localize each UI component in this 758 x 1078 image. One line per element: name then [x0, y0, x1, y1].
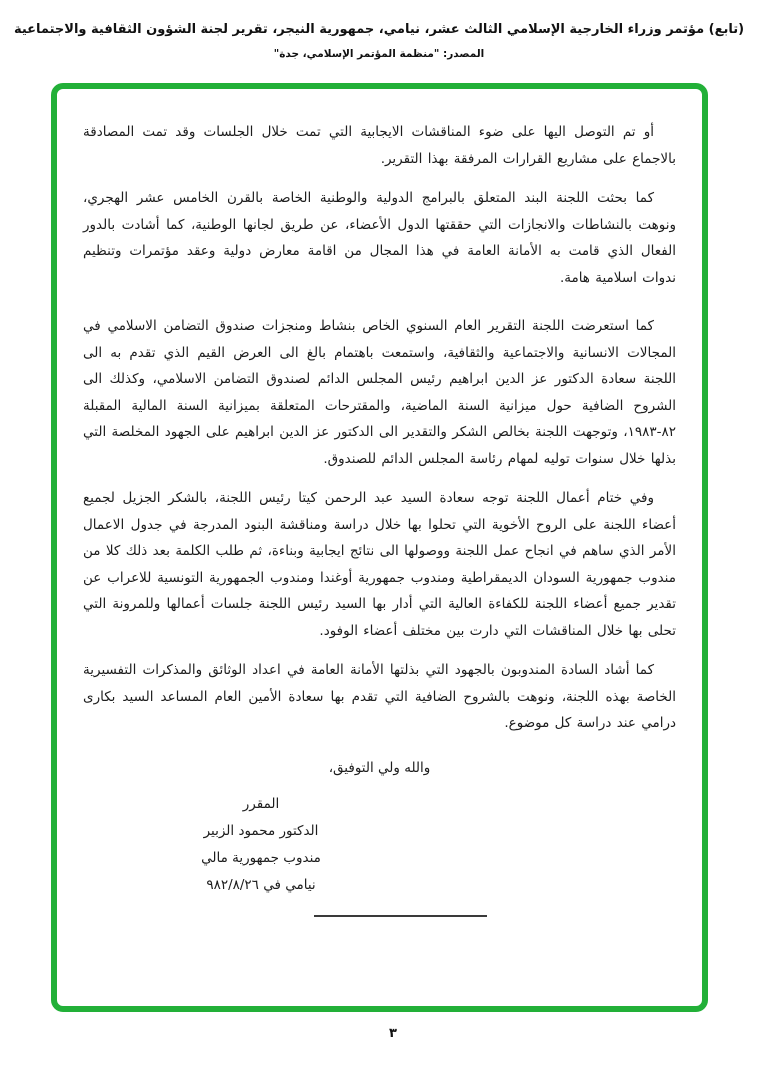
signature-block	[146, 791, 376, 899]
paragraph-1: أو تم التوصل اليها على ضوء المناقشات الايجابية التي تمت خلال الجلسات وقد تمت المصادقة بالاجماع على مشاريع القرارات المرفقة بهذا التقرير.	[83, 124, 676, 167]
closing-benediction: والله ولي التوفيق،	[328, 759, 431, 776]
paragraph-5: كما أشاد السادة المندوبون بالجهود التي بذلتها الأمانة العامة في اعداد الوثائق والمذكرات التفسيرية الخاصة بهذه اللجنة، ونوهت بالشروح الضافية التي تقدم بها سعادة الأمين العام المساعد السيد بكارى درامي عند دراسة كل موضوع.	[83, 662, 676, 731]
signature-date: نيامي في ٩٨٢/٨/٢٦	[206, 876, 316, 893]
document-source: المصدر: "منظمة المؤتمر الإسلامي، جدة"	[273, 48, 485, 60]
signature-title: مندوب جمهورية مالي	[201, 849, 321, 866]
document-header	[0, 20, 758, 61]
signature-role: المقرر	[242, 795, 280, 812]
document-title: (تابع) مؤتمر وزراء الخارجية الإسلامي الثالث عشر، نيامي، جمهورية النيجر، تقرير لجنة الشؤون الثقافية والاجتماعية	[13, 22, 745, 37]
document-body	[83, 119, 676, 737]
paragraph-3: كما استعرضت اللجنة التقرير العام السنوي الخاص بنشاط ومنجزات صندوق التضامن الاسلامي في المجالات الانسانية والاجتماعية والثقافية، واستمعت باهتمام بالغ الى العرض القيم الذي تقدم به الى اللجنة سعادة الدكتور عز الدين ابراهيم رئيس المجلس الدائم لصندوق التضامن الاسلامي، وكذلك الى الشروح الضافية حول ميزانية السنة الماضية، والمقترحات المتعلقة بميزانية السنة المالية المقبلة ٨٢-١٩٨٣، وتوجهت اللجنة بخالص الشكر والتقدير الى الدكتور عز الدين ابراهيم على الجهود المخلصة التي بذلها خلال سنوات توليه لمهام رئاسة المجلس الدائم للصندوق.	[83, 318, 676, 467]
signature-name: الدكتور محمود الزبير	[203, 822, 319, 839]
paragraph-4: وفي ختام أعمال اللجنة توجه سعادة السيد عبد الرحمن كيتا رئيس اللجنة، بالشكر الجزيل لجميع أعضاء اللجنة على الروح الأخوية التي تحلوا بها خلال دراسة ومناقشة البنود المدرجة في جدول الاعمال الأمر الذي ساهم في انجاح عمل اللجنة ووصولها الى نتائج ايجابية وبناءة، ثم طلب الكلمة بعد ذلك كلا من مندوب جمهورية السودان الديمقراطية ومندوب جمهورية أوغندا ومندوب الجمهورية التونسية للاعراب عن تقدير جميع أعضاء اللجنة للكفاءة العالية التي أدار بها السيد رئيس اللجنة جلسات أعمالها وللمرونة التي تحلى بها خلال المناقشات التي دارت بين مختلف أعضاء الوفود.	[83, 490, 676, 639]
separator-line	[314, 915, 487, 917]
paragraph-2: كما بحثت اللجنة البند المتعلق بالبرامج الدولية والوطنية الخاصة بالقرن الخامس عشر الهجري، ونوهت بالنشاطات والانجازات التي حققتها الدول الأعضاء، عن طريق لجانها الوطنية، كما أشادت بالدور الفعال الذي قامت به الأمانة العامة في هذا المجال من اقامة معارض دولية وعقد مؤتمرات وتنظيم ندوات اسلامية هامة.	[83, 190, 676, 286]
highlight-frame	[51, 83, 708, 1012]
page-number: ٣	[389, 1026, 397, 1041]
